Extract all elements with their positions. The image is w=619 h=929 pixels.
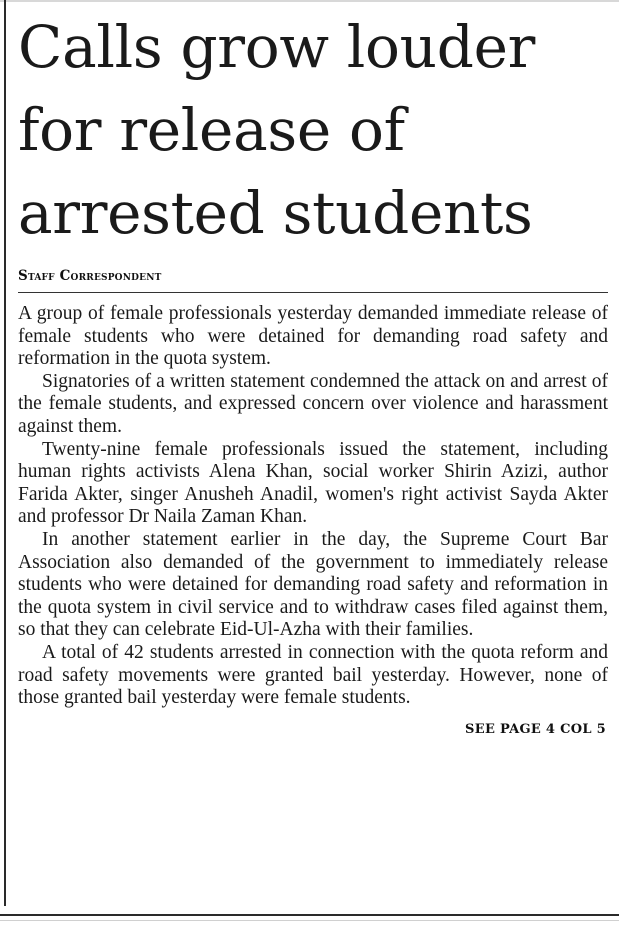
paragraph-1: A group of female professionals yesterday demanded immediate release of female students who were detained for demanding road safety and reformation in the quota system.	[18, 303, 608, 370]
headline: Calls grow louder for release of arrested students	[18, 13, 536, 247]
column-left-border	[4, 0, 6, 906]
continuation-note: SEE PAGE 4 COL 5	[465, 721, 606, 737]
top-border	[0, 0, 619, 2]
paragraph-5: A total of 42 students arrested in connection with the quota reform and road safety movements were granted bail yesterday. However, none of those granted bail yesterday were female students.	[18, 641, 608, 709]
paragraph-2: Signatories of a written statement condemned the attack on and arrest of the female students, and expressed concern over violence and harassment against them.	[18, 370, 608, 437]
bottom-border-light	[0, 920, 619, 921]
bottom-border	[0, 914, 619, 916]
news-article	[18, 6, 608, 737]
paragraph-4: In another statement earlier in the day, the Supreme Court Bar Association also demanded of the government to immediately release students who were detained for demanding road safety and reformation in the quota system in civil service and to withdraw cases filed against them, so that they can celebrate Eid-Ul-Azha with their families.	[18, 528, 608, 641]
paragraph-3: Twenty-nine female professionals issued the statement, including human rights activists Alena Khan, social worker Shirin Azizi, author Farida Akter, singer Anusheh Anadil, women's right activist Sayda Akter and professor Dr Naila Zaman Khan.	[18, 438, 608, 528]
byline: Staff Correspondent	[18, 267, 608, 293]
article-body	[18, 303, 608, 710]
